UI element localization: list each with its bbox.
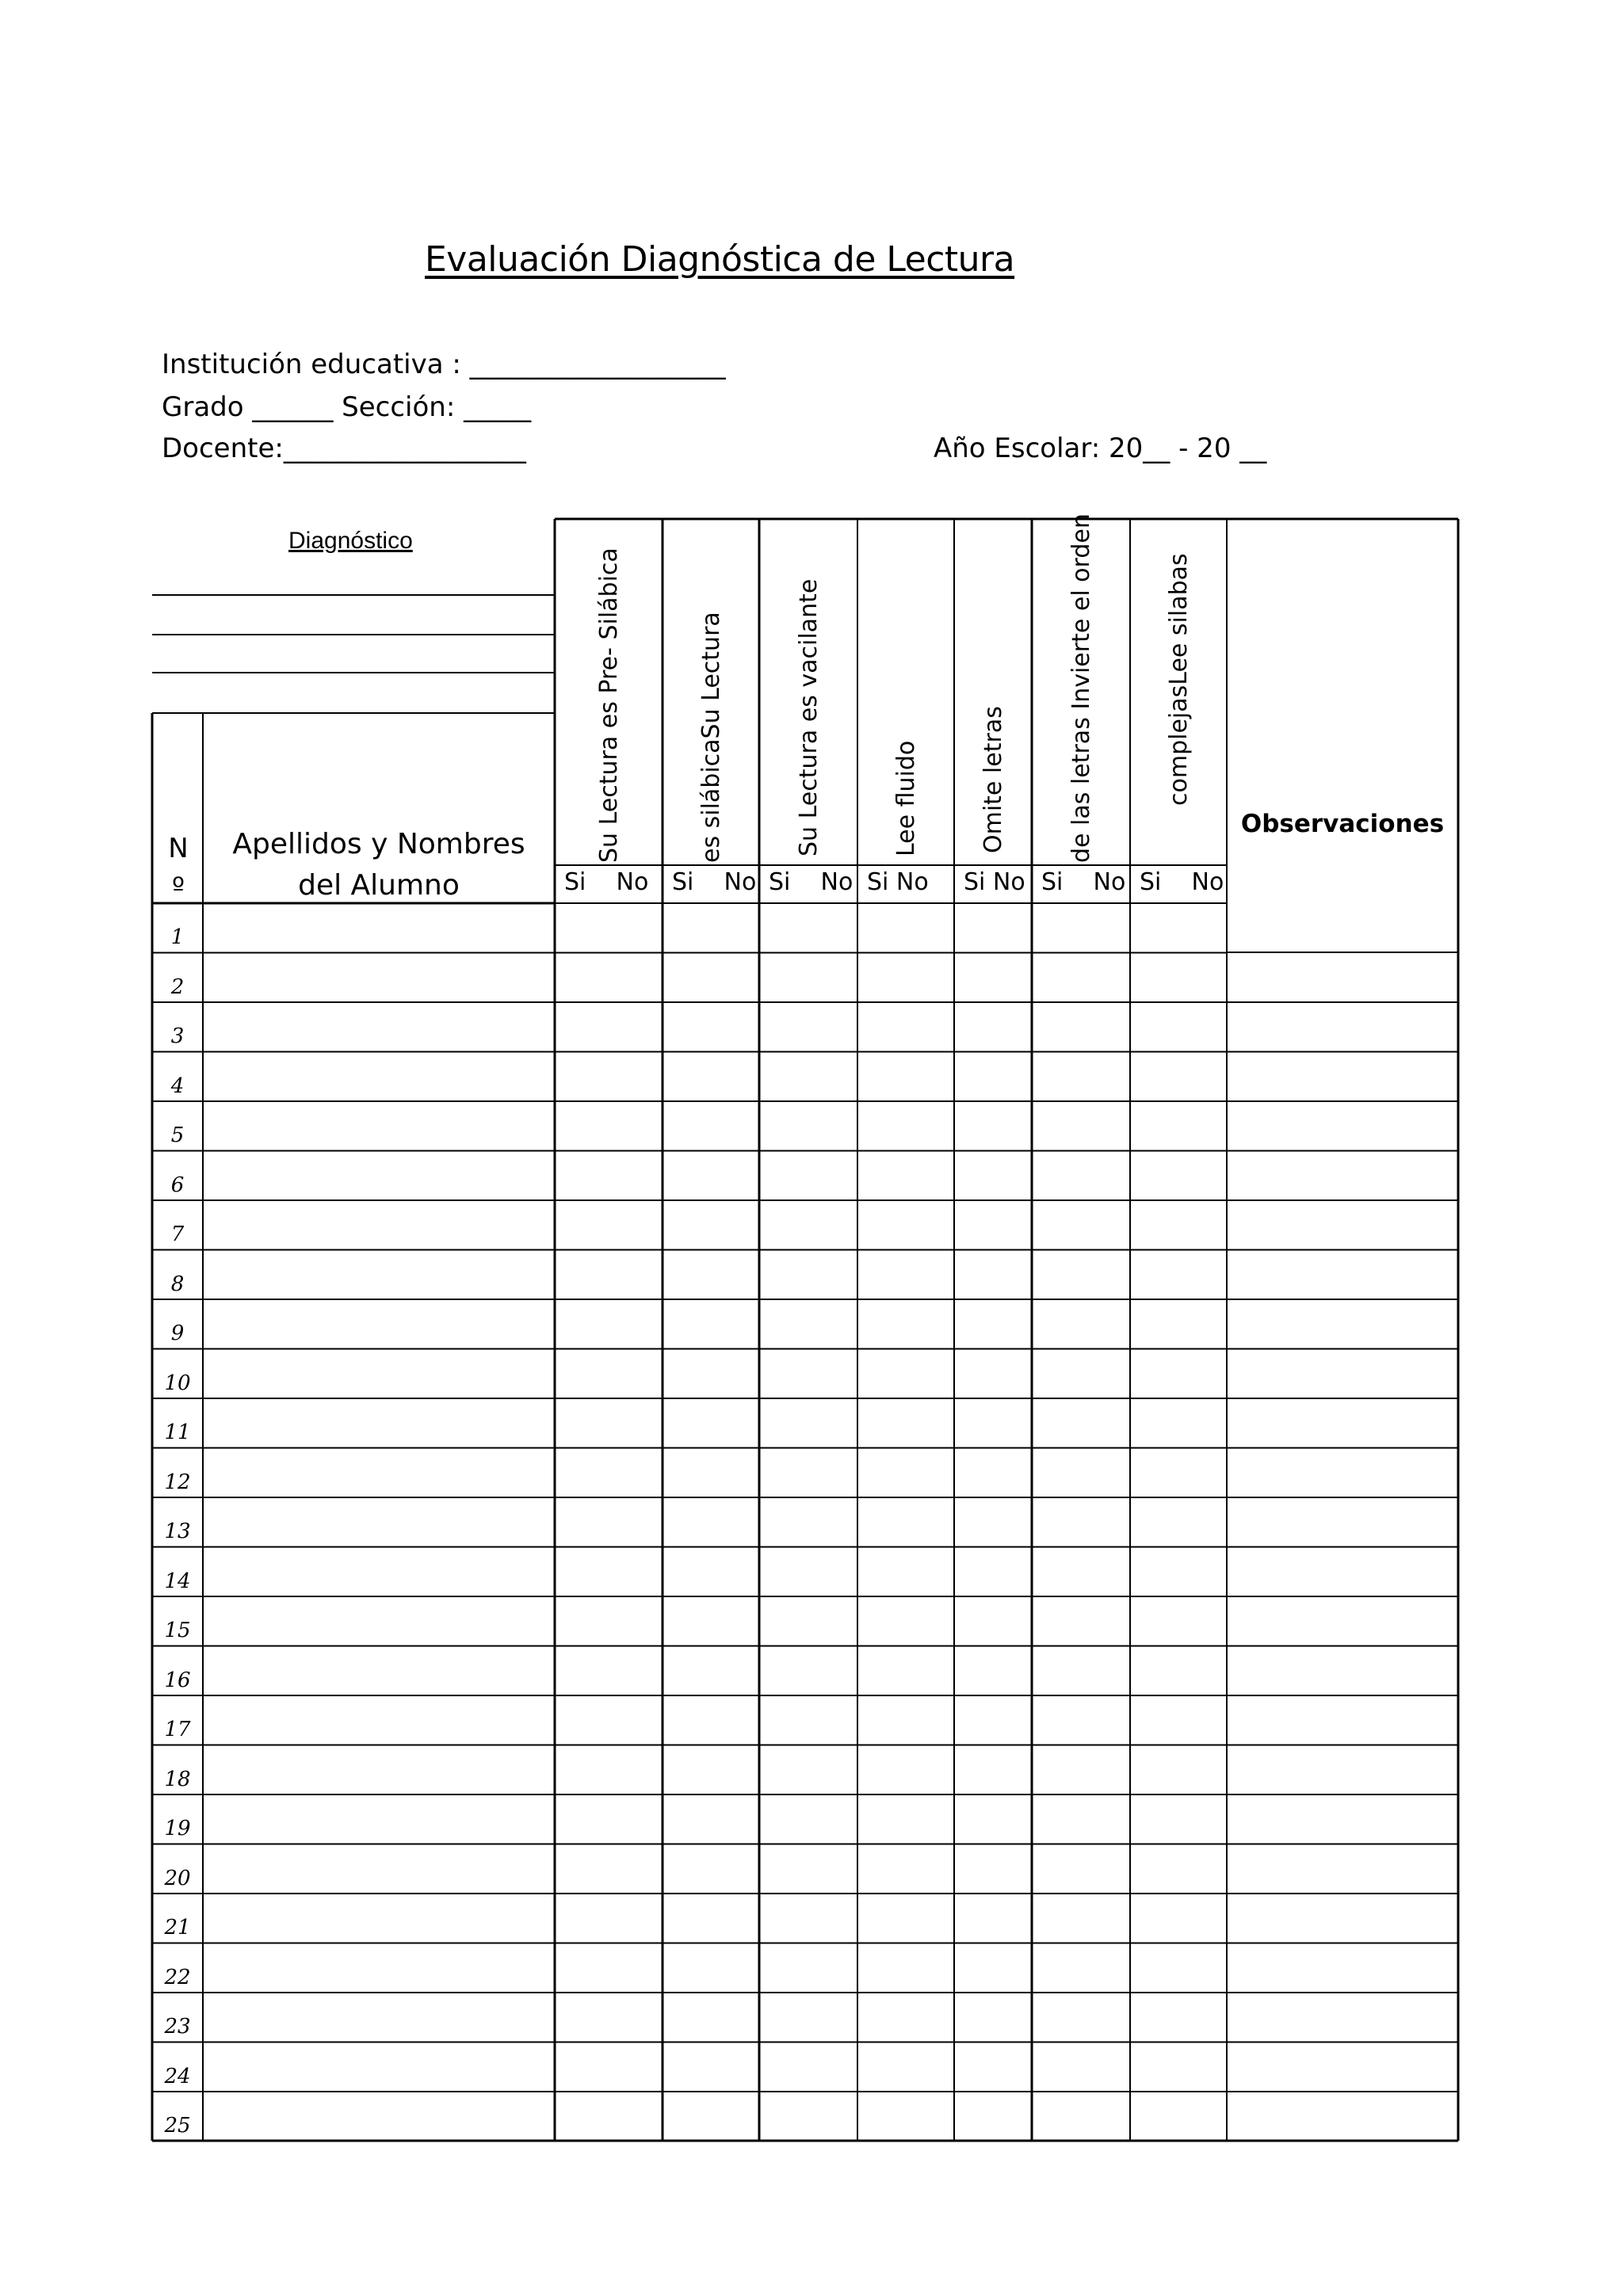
row-number: 1 [170,925,185,949]
column-student-name-line1: Apellidos y Nombres [232,828,525,860]
si-no-subheader: Si No [564,868,649,896]
row-number: 19 [164,1817,191,1840]
row-number: 23 [164,2015,191,2039]
document-title: Evaluación Diagnóstica de Lectura [425,239,1015,280]
row-number: 5 [170,1123,185,1147]
student-name-cell[interactable] [204,1747,553,1794]
column-observaciones-header: Observaciones [1240,810,1445,838]
row-number: 3 [170,1024,185,1048]
student-name-cell[interactable] [204,1598,553,1645]
row-number: 22 [164,1965,191,1989]
row-number: 10 [164,1371,191,1395]
student-name-cell[interactable] [204,1450,553,1497]
student-name-cell[interactable] [204,1252,553,1299]
si-no-subheader: Si No [1140,868,1224,896]
column-number-label: N [168,833,189,864]
row-number: 11 [164,1421,191,1444]
diagnostico-label: Diagnóstico [288,528,413,554]
si-no-subheader: Si No [1041,868,1126,896]
row-number: 25 [164,2114,191,2138]
row-number: 15 [164,1619,191,1642]
row-number: 18 [164,1767,191,1791]
row-number: 16 [164,1668,191,1692]
si-no-subheader: Si No [964,868,1025,896]
criterion-header: de las letras Invierte el orden [1067,513,1095,863]
student-name-cell[interactable] [204,1846,553,1893]
criterion-header: Lee fluido [892,740,920,856]
column-number-symbol: º [171,872,185,904]
student-name-cell[interactable] [204,2044,553,2091]
criterion-header: Su Lectura es vacilante [795,578,823,856]
si-no-subheader: Si No [672,868,757,896]
criterion-header: Omite letras [980,706,1007,853]
row-number: 14 [164,1569,191,1593]
row-number: 17 [164,1718,191,1741]
student-name-cell[interactable] [204,1202,553,1249]
column-number-header [165,829,192,908]
criterion-header: complejasLee silabas [1165,553,1193,806]
student-name-cell[interactable] [204,1549,553,1596]
student-name-cell[interactable] [204,1054,553,1100]
row-number: 20 [164,1866,191,1890]
row-number: 13 [164,1520,191,1543]
student-name-cell[interactable] [204,1103,553,1150]
student-name-cell[interactable] [204,1895,553,1942]
si-no-subheader: Si No [867,868,929,896]
student-name-cell[interactable] [204,1400,553,1447]
student-name-cell[interactable] [204,1153,553,1199]
student-name-cell[interactable] [204,955,553,1001]
row-number: 8 [170,1272,185,1296]
student-name-cell[interactable] [204,1301,553,1348]
row-number: 7 [170,1222,185,1246]
row-number: 9 [170,1322,185,1345]
student-name-cell[interactable] [204,1351,553,1398]
student-name-cell[interactable] [204,905,553,952]
criterion-header: es silábicaSu Lectura [697,612,725,863]
student-name-cell[interactable] [204,1994,553,2041]
column-student-name-line2: del Alumno [298,869,460,902]
row-number: 4 [170,1074,185,1098]
row-number: 12 [164,1470,191,1494]
student-name-cell[interactable] [204,1648,553,1695]
student-name-cell[interactable] [204,1697,553,1744]
student-name-cell[interactable] [204,1499,553,1546]
criterion-header: Su Lectura es Pre- Silábica [595,547,623,863]
row-number: 24 [164,2064,191,2088]
student-name-cell[interactable] [204,1945,553,1992]
grado-seccion-field: Grado ______ Sección: _____ [162,391,532,423]
row-number: 2 [170,974,185,999]
column-student-name-header [204,824,553,906]
institucion-field: Institución educativa : ___________________ [162,349,726,380]
anio-escolar-field: Año Escolar: 20__ - 20 __ [934,433,1267,464]
row-number: 21 [164,1916,191,1939]
si-no-subheader: Si No [769,868,854,896]
row-number: 6 [170,1173,185,1197]
student-name-cell[interactable] [204,1796,553,1843]
student-name-cell[interactable] [204,1004,553,1051]
student-name-cell[interactable] [204,2093,553,2140]
docente-field: Docente:__________________ [162,433,526,464]
